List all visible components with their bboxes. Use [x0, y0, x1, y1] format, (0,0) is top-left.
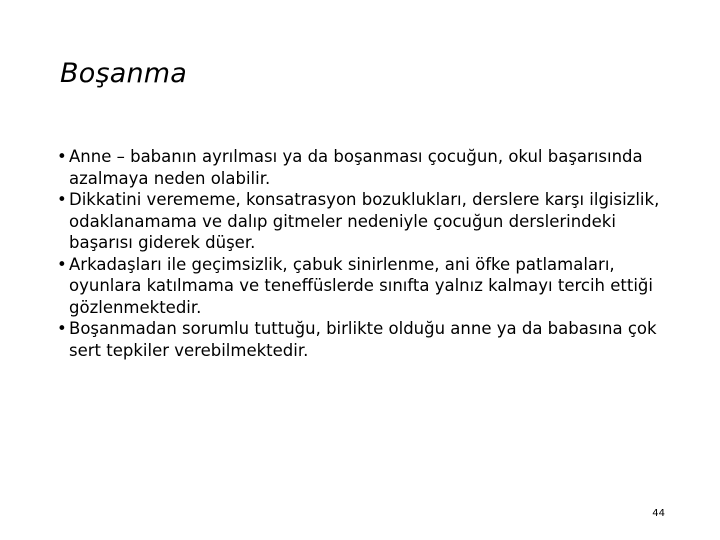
bullet-dot: •: [57, 147, 67, 166]
bullet-item: [57, 318, 667, 361]
bullet-text: Boşanmadan sorumlu tuttuğu, birlikte olduğu anne ya da babasına çok sert tepkiler verebilmektedir.: [69, 319, 657, 360]
bullet-text: Arkadaşları ile geçimsizlik, çabuk sinirlenme, ani öfke patlamaları, oyunlara katılmama ve teneffüslerde sınıfta yalnız kalmayı tercih ettiği gözlenmektedir.: [69, 254, 653, 317]
page-number: 44: [652, 508, 665, 519]
bullet-dot: •: [57, 190, 67, 209]
bullet-list: [57, 146, 667, 361]
bullet-item: [57, 189, 667, 254]
bullet-item: [57, 146, 667, 189]
bullet-dot: •: [57, 254, 67, 274]
bullet-text: Anne – babanın ayrılması ya da boşanması çocuğun, okul başarısında azalmaya neden olabilir.: [69, 147, 643, 188]
bullet-item: [57, 254, 667, 319]
bullet-text: Dikkatini verememe, konsatrasyon bozuklukları, derslere karşı ilgisizlik, odaklanamama ve dalıp gitmeler nedeniyle çocuğun derslerindeki başarısı giderek düşer.: [69, 190, 660, 252]
slide-title: Boşanma: [60, 58, 188, 89]
bullet-dot: •: [57, 319, 67, 338]
